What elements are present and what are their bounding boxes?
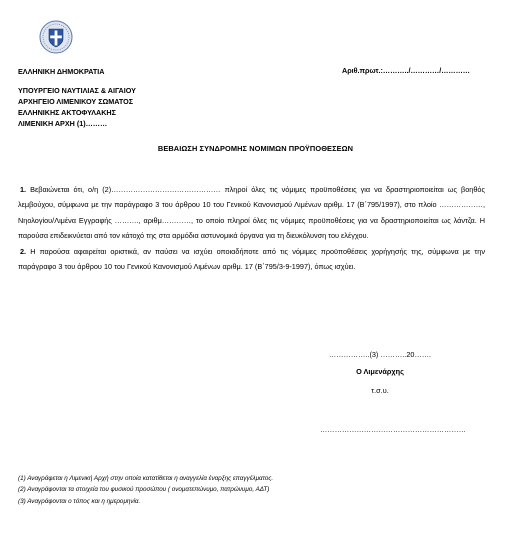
- ministry-name: ΥΠΟΥΡΓΕΙΟ ΝΑΥΤΙΛΙΑΣ & ΑΙΓΑΙΟΥ: [18, 86, 136, 95]
- place-date-line: ……………..(3) ………..20…….: [328, 350, 432, 359]
- paragraph-number: 2.: [20, 246, 27, 256]
- footnote-3: (3) Αναγράφονται ο τόπος και η ημερομηνία.: [18, 497, 141, 505]
- paragraph-2: [18, 244, 485, 275]
- document-title: ΒΕΒΑΙΩΣΗ ΣΥΝΔΡΟΜΗΣ ΝΟΜΙΜΩΝ ΠΡΟΫΠΟΘΕΣΕΩΝ: [157, 144, 354, 153]
- paragraph-1: [18, 182, 485, 244]
- coastguard-name: ΕΛΛΗΝΙΚΗΣ ΑΚΤΟΦΥΛΑΚΗΣ: [18, 108, 116, 117]
- headquarters-name: ΑΡΧΗΓΕΙΟ ΛΙΜΕΝΙΚΟΥ ΣΩΜΑΤΟΣ: [18, 97, 134, 106]
- paragraph-text: Η παρούσα αφαιρείται οριστικά, αν παύσει να ισχύει οποιαδήποτε από τις νόμιμες προϋποθέσεις χορήγησής της, σύμφωνα με την παράγραφο 3 του άρθρου 10 του Γενικού Κανονισμού Λιμένων αριθμ. 17 (Β΄795/3-9-1997), όπως ισχύει.: [18, 246, 486, 272]
- seal-placeholder: τ.σ.υ.: [371, 386, 389, 395]
- signatory-role: Ο Λιμενάρχης: [356, 367, 404, 376]
- republic-name: ΕΛΛΗΝΙΚΗ ΔΗΜΟΚΡΑΤΙΑ: [18, 67, 105, 76]
- footnote-2: (2) Αναγράφονται τα στοιχεία του φυσικού προσώπου ( ονοματεπώνυμο, πατρώνυμο, ΑΔΤ): [18, 486, 270, 494]
- paragraph-text: Βεβαιώνεται ότι, ο/η (2)……………………………………… πληροί όλες τις νόμιμες προϋποθέσεις για να δραστηριοποιείται ως βοηθός λεμβούχου, σύμφωνα με την παράγραφο 3 του άρθρου 10 του Γενικού Κανονισμού Λιμένων αριθμ. 17 (Β΄795/1997), στο πλοίο ………………, Νηολογίου/Λιμένα Εγγραφής ………., αριθμ…………, το οποίο πληροί όλες τις νόμιμες προϋποθέσεις για να δραστηριοποιείται ως λάντζα. Η παρούσα επιδεικνύεται από τον κάτοχό της στα αρμόδια αστυνομικά όργανα για τη διευκόλυνση του ελέγχου.: [18, 185, 485, 241]
- issuer-block: [18, 66, 136, 129]
- footnote-1: (1) Αναγράφεται η Λιμενική Αρχή στην οποία κατατίθεται η αναγγελία έναρξης επαγγέλματος.: [18, 475, 274, 482]
- signature-line: ……………………………………………………: [320, 425, 466, 434]
- protocol-number: Αριθ.πρωτ.:………../…………/…………: [342, 66, 470, 75]
- greek-coat-of-arms-icon: [39, 20, 73, 54]
- document-body: [18, 182, 485, 274]
- paragraph-number: 1.: [20, 185, 27, 194]
- footnotes: [18, 473, 273, 507]
- port-authority-name: ΛΙΜΕΝΙΚΗ ΑΡΧΗ (1)………: [18, 119, 108, 128]
